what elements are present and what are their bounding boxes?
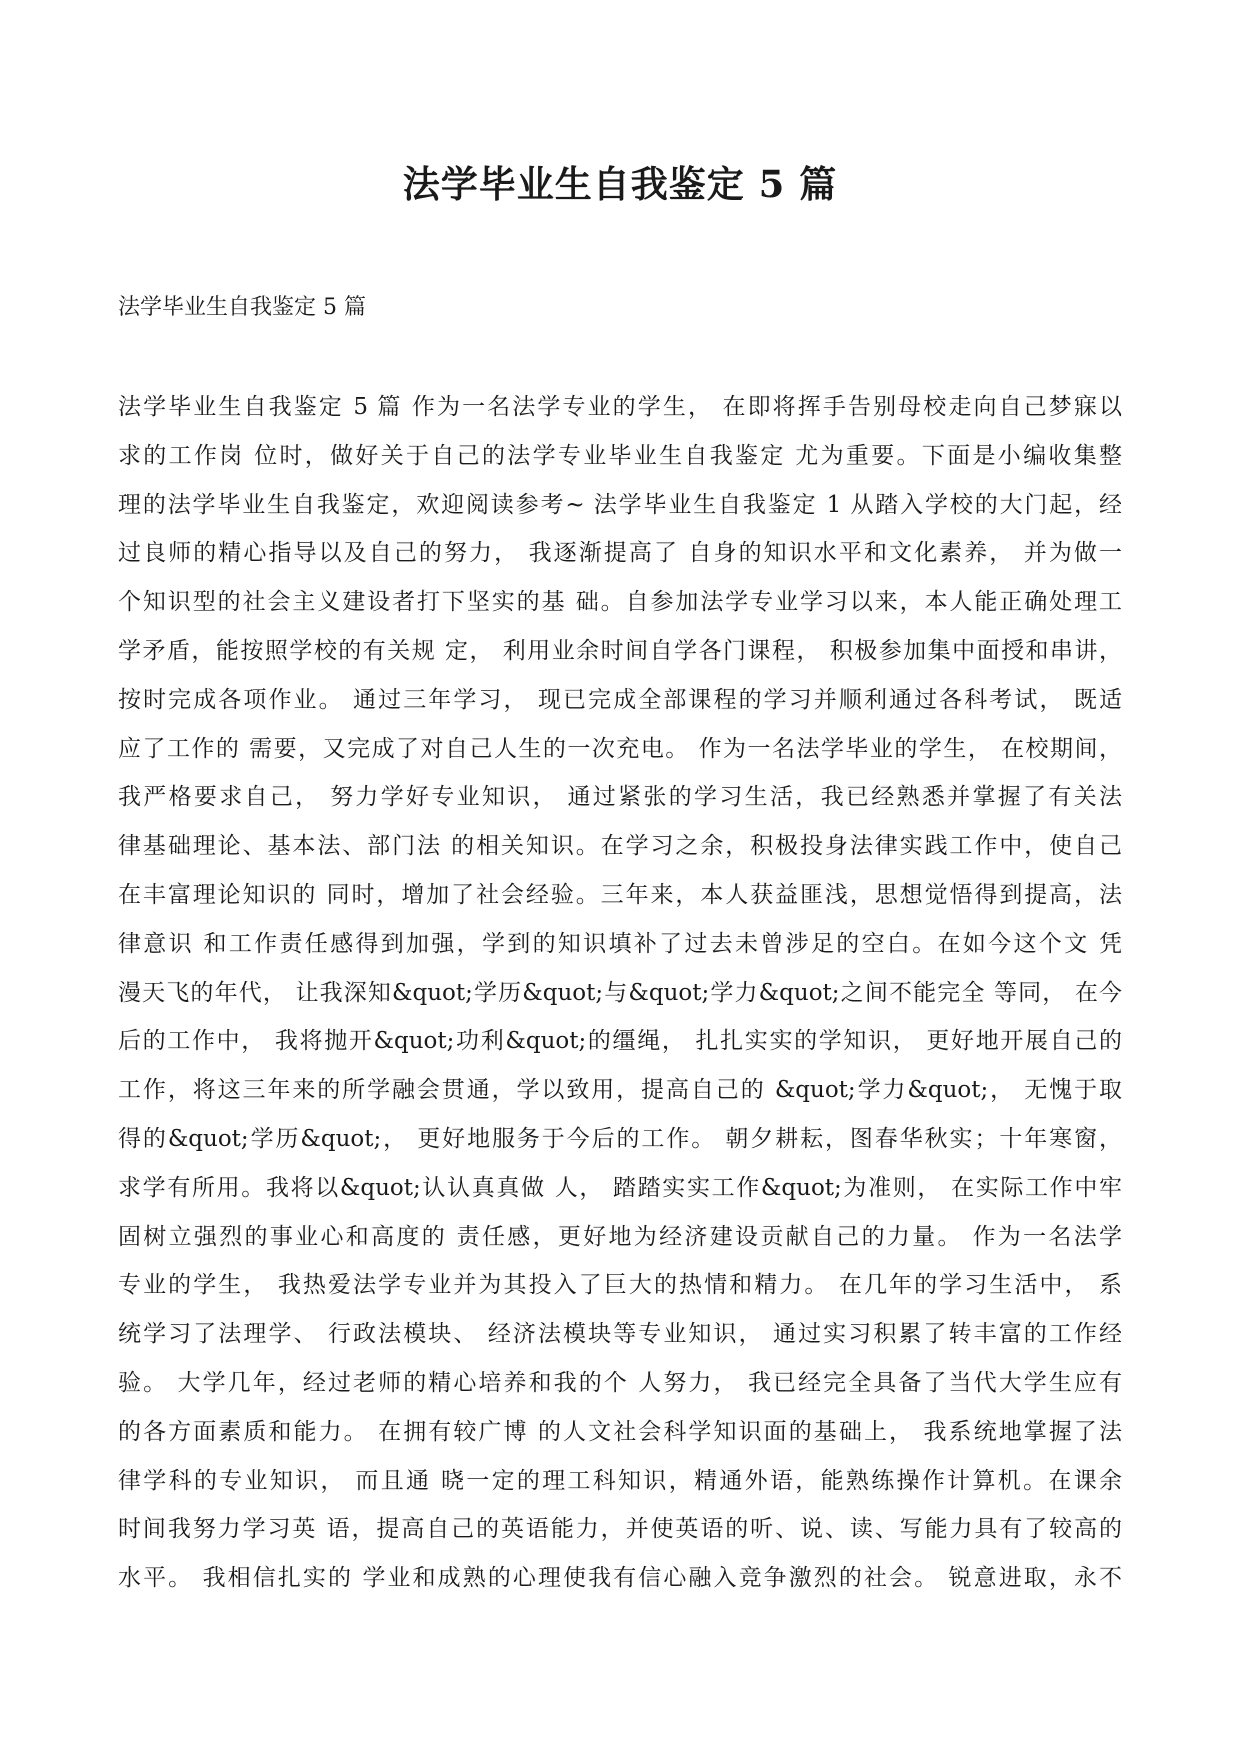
body-line: 固树立强烈的事业心和高度的 责任感，更好地为经济建设贡献自己的力量。 作为一名法学 <box>118 1223 1122 1250</box>
body-line: 水平。 我相信扎实的 学业和成熟的心理使我有信心融入竞争激烈的社会。 锐意进取，永不 <box>118 1565 1122 1592</box>
body-line: 统学习了法理学、 行政法模块、 经济法模块等专业知识， 通过实习积累了转丰富的工作经 <box>118 1321 1122 1348</box>
body-line: 时间我努力学习英 语，提高自己的英语能力，并使英语的听、说、读、写能力具有了较高的 <box>118 1516 1122 1543</box>
body-line: 的各方面素质和能力。 在拥有较广博 的人文社会科学知识面的基础上， 我系统地掌握了法 <box>118 1418 1122 1445</box>
document-title: 法学毕业生自我鉴定 5 篇 <box>402 162 838 206</box>
body-line: 在丰富理论知识的 同时，增加了社会经验。三年来，本人获益匪浅，思想觉悟得到提高，法 <box>118 881 1122 908</box>
body-line: 律学科的专业知识， 而且通 晓一定的理工科知识，精通外语，能熟练操作计算机。在课余 <box>118 1467 1122 1494</box>
body-line: 按时完成各项作业。 通过三年学习， 现已完成全部课程的学习并顺利通过各科考试， 既适 <box>118 686 1122 713</box>
body-line: 我严格要求自己， 努力学好专业知识， 通过紧张的学习生活，我已经熟悉并掌握了有关法 <box>118 784 1122 811</box>
body-line: 律基础理论、基本法、部门法 的相关知识。在学习之余，积极投身法律实践工作中，使自己 <box>118 833 1122 860</box>
document-subtitle: 法学毕业生自我鉴定 5 篇 <box>118 295 366 320</box>
body-line: 求学有所用。我将以&quot;认认真真做 人， 踏踏实实工作&quot;为准则， 在实际工作中牢 <box>118 1174 1122 1201</box>
body-line: 工作，将这三年来的所学融会贯通，学以致用，提高自己的 &quot;学力&quot;， 无愧于取 <box>118 1077 1122 1104</box>
body-line: 过良师的精心指导以及自己的努力， 我逐渐提高了 自身的知识水平和文化素养， 并为做一 <box>118 540 1122 567</box>
body-line: 漫天飞的年代， 让我深知&quot;学历&quot;与&quot;学力&quot;之间不能完全 等同， 在今 <box>118 979 1122 1006</box>
body-line: 律意识 和工作责任感得到加强，学到的知识填补了过去未曾涉足的空白。在如今这个文 凭 <box>118 930 1122 957</box>
body-line: 专业的学生， 我热爱法学专业并为其投入了巨大的热情和精力。 在几年的学习生活中， 系 <box>118 1272 1122 1299</box>
body-line: 求的工作岗 位时，做好关于自己的法学专业毕业生自我鉴定 尤为重要。下面是小编收集整 <box>118 442 1122 469</box>
body-line: 后的工作中， 我将抛开&quot;功利&quot;的缰绳， 扎扎实实的学知识， 更好地开展自己的 <box>118 1028 1122 1055</box>
body-line: 法学毕业生自我鉴定 5 篇 作为一名法学专业的学生， 在即将挥手告别母校走向自己梦寐以 <box>118 394 1122 420</box>
body-line: 理的法学毕业生自我鉴定，欢迎阅读参考~ 法学毕业生自我鉴定 1 从踏入学校的大门起，经 <box>118 491 1122 518</box>
body-line: 验。 大学几年，经过老师的精心培养和我的个 人努力， 我已经完全具备了当代大学生应有 <box>118 1369 1122 1396</box>
body-line: 得的&quot;学历&quot;， 更好地服务于今后的工作。 朝夕耕耘，图春华秋实；十年寒窗， <box>118 1125 1122 1152</box>
body-line: 个知识型的社会主义建设者打下坚实的基 础。自参加法学专业学习以来，本人能正确处理工 <box>118 589 1122 616</box>
body-line: 应了工作的 需要，又完成了对自己人生的一次充电。 作为一名法学毕业的学生， 在校期间， <box>118 735 1122 762</box>
body-line: 学矛盾，能按照学校的有关规 定， 利用业余时间自学各门课程， 积极参加集中面授和串讲， <box>118 637 1122 664</box>
document-body <box>118 383 1122 1603</box>
